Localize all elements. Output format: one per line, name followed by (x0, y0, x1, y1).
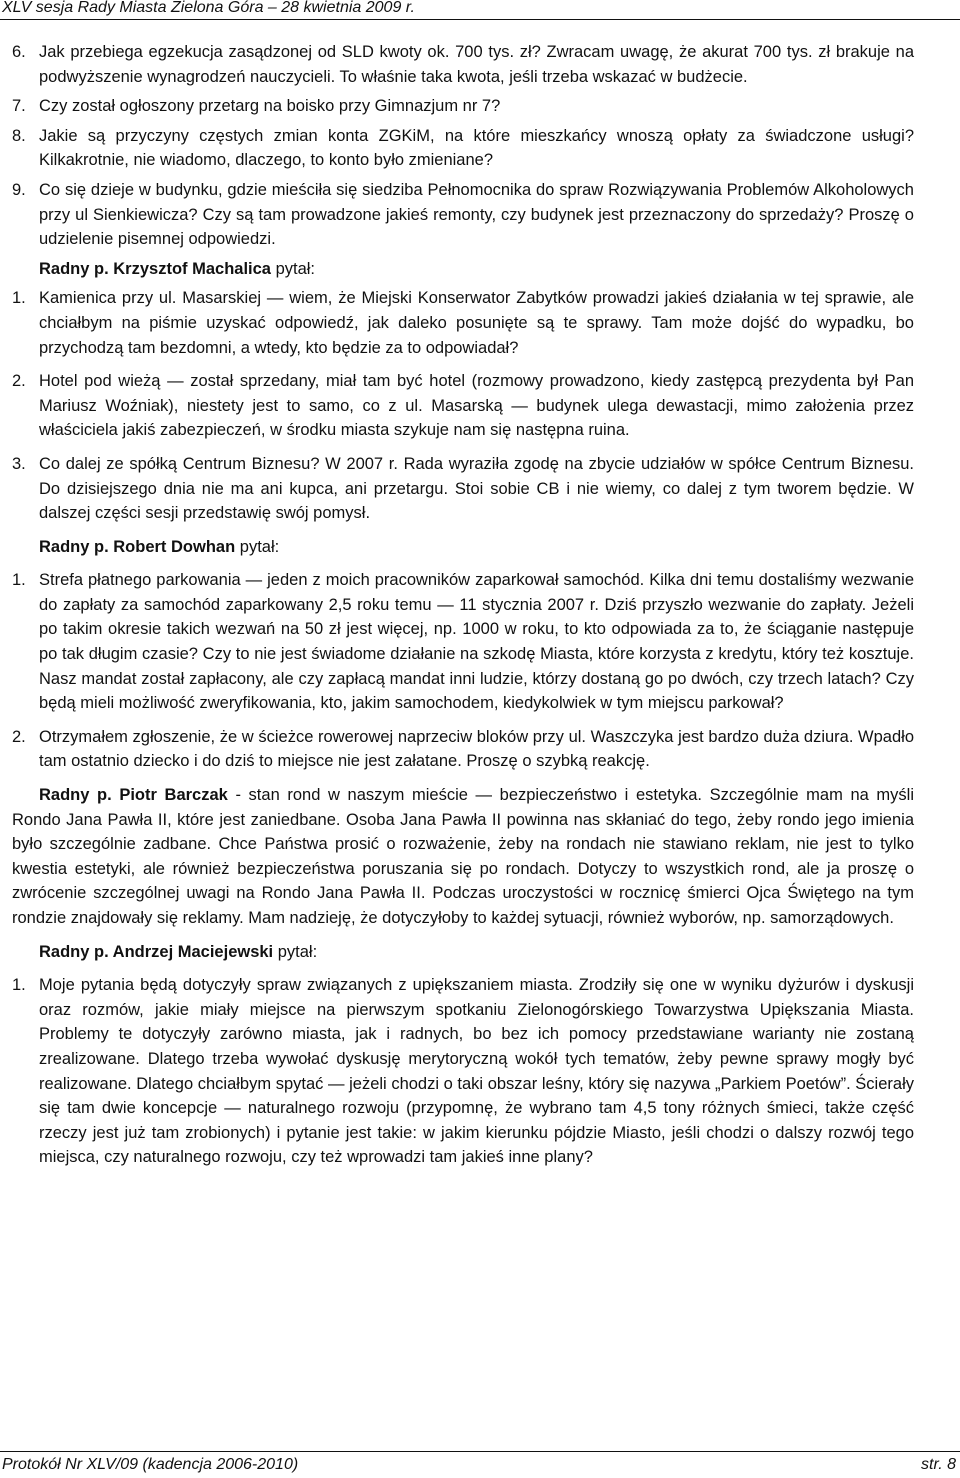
speaker-suffix: pytał: (273, 942, 318, 961)
speaker-prefix: Radny p. (39, 537, 114, 556)
speaker-paragraph (12, 783, 914, 931)
item-number: 3. (12, 454, 26, 473)
speaker-suffix: pytał: (235, 537, 280, 556)
speaker-prefix: Radny p. (39, 786, 120, 805)
page-header (0, 0, 960, 20)
list-item (12, 40, 914, 89)
item-number: 2. (12, 372, 26, 391)
speaker-heading (12, 940, 914, 965)
item-number: 7. (12, 97, 26, 116)
item-text: Otrzymałem zgłoszenie, że w ścieżce rowerowej naprzeciw bloków przy ul. Waszczyka jest bardzo duża dziura. Wpadło tam ostatnio dziecko i do dziś to miejsce nie jest załatane. Proszę o szybką reakcję. (39, 727, 914, 771)
item-text: Kamienica przy ul. Masarskiej — wiem, że Miejski Konserwator Zabytków prowadzi jakieś działania w tej sprawie, ale chciałbym na piśmie uzyskać odpowiedź, jak daleko posunięte są te sprawy. Tam może dojść do wypadku, bo przychodzą tam bezdomni, a wtedy, kto będzie za to odpowiadał? (39, 289, 914, 357)
item-number: 1. (12, 976, 26, 995)
speaker-text: - stan rond w naszym mieście — bezpieczeństwo i estetyka. Szczególnie mam na myśli Rondo Jana Pawła II, które jest zaniedbane. Osoba Jana Pawła II powinna nas skłaniać do tego, żeby rondo jego imienia było szczególnie zadbane. Chce Państwa prosić o rozważenie, żeby na rondach nie stawiano reklam, nie jest to tylko kwestia estetyki, ale również bezpieczeństwa poruszania się po rondach. Dotyczy to wszystkich rond, ale ja proszę o zwrócenie szczególnej uwagi na Rondo Jana Pawła II. Podczas uroczystości w rocznicę śmierci Ojca Świętego na tym rondzie znajdowały się reklamy. Mam nadzieję, że dotyczyłoby to każdej sytuacji, również wyborów, np. samorządowych. (12, 786, 914, 927)
list-item (12, 124, 914, 173)
list-item (12, 369, 914, 443)
item-text: Jakie są przyczyny częstych zmian konta ZGKiM, na które mieszkańcy wnoszą opłaty za świadczone usługi? Kilkakrotnie, nie wiadomo, dlaczego, to konto było zmieniane? (39, 126, 914, 170)
list-item (12, 286, 914, 360)
list-item (12, 94, 914, 119)
speaker-name: Andrzej Maciejewski (112, 942, 274, 961)
item-number: 6. (12, 43, 26, 61)
item-number: 2. (12, 727, 26, 746)
item-text: Jak przebiega egzekucja zasądzonej od SLD kwoty ok. 700 tys. zł? Zwracam uwagę, że akurat 700 tys. zł brakuje na podwyższenie wynagrodzeń nauczycieli. To właśnie taka kwota, jeśli trzeba wskazać w budżecie. (39, 43, 914, 86)
list-item (12, 452, 914, 526)
speaker-name: Robert Dowhan (113, 537, 236, 556)
item-text: Strefa płatnego parkowania — jeden z moich pracowników zaparkował samochód. Kilka dni temu dostaliśmy wezwanie do zapłaty za samochód zaparkowany 2,5 roku temu — 11 stycznia 2007 r. Dziś przyszło wezwanie do zapłaty. Jeżeli po takim okresie takich wezwań na 50 zł jest więcej, np. 1000 w roku, to kto odpowiada za to, że ściąganie następuje po tak długim czasie? Czy to nie jest świadome działanie na szkodę Miasta, które korzysta z kredytu, który też kosztuje. Nasz mandat został zapłacony, ale czy zapłacą mandat inni ludzie, którzy dostaną go po dwóch, czy trzech latach? Czy będą mieli możliwość zweryfikowania, kto, jakim samochodem, kiedykolwiek w tym miejscu parkował? (39, 571, 914, 713)
item-number: 1. (12, 289, 26, 308)
header-title: XLV sesja Rady Miasta Zielona Góra – 28 kwietnia 2009 r. (2, 0, 415, 16)
speaker-suffix: pytał: (270, 259, 316, 278)
list-item (12, 178, 914, 252)
speaker-prefix: Radny p. (39, 259, 114, 278)
item-number: 8. (12, 126, 26, 145)
speaker-heading (12, 535, 914, 560)
speaker-prefix: Radny p. (39, 942, 113, 961)
item-text: Co się dzieje w budynku, gdzie mieściła się siedziba Pełnomocnika do spraw Rozwiązywania Problemów Alkoholowych przy ul Sienkiewicza? Czy są tam prowadzone jakieś remonty, czy budynek jest przeznaczony do sprzedaży? Proszę o udzielenie pisemnej odpowiedzi. (39, 180, 914, 249)
list-item (12, 568, 914, 716)
item-number: 1. (12, 571, 26, 590)
item-text: Co dalej ze spółką Centrum Biznesu? W 2007 r. Rada wyraziła zgodę na zbycie udziałów w spółce Centrum Biznesu. Do dzisiejszego dnia nie ma ani kupca, ani przetargu. Stoi sobie CB i nie wiemy, co dalej z tym tworem będzie. W dalszej części sesji przedstawię swój pomysł. (39, 454, 914, 523)
list-item (12, 973, 914, 1170)
footer-protocol: Protokół Nr XLV/09 (kadencja 2006-2010) (2, 1456, 299, 1473)
speaker-name: Krzysztof Machalica (113, 259, 271, 278)
page-number: str. 8 (921, 1456, 956, 1473)
item-text: Czy został ogłoszony przetarg na boisko przy Gimnazjum nr 7? (39, 97, 501, 116)
item-text: Moje pytania będą dotyczyły spraw związanych z upiększaniem miasta. Zrodziły się one w wyniku dyżurów i dyskusji oraz rozmów, jakie miały miejsce na pierwszym spotkaniu Zielonogórskiego Towarzystwa Upiększania Miasta. Problemy te dotyczyły zarówno miasta, jak i radnych, bo bez ich pomocy przedstawiane warianty nie zostaną zrealizowane. Dlatego trzeba wywołać dyskusję merytoryczną wokół tych tematów, żeby pewne sprawy mogły być realizowane. Dlatego chciałbym spytać — jeżeli chodzi o taki obszar leśny, który się nazywa „Parkiem Poetów”. Ścierały się tam dwie koncepcje — naturalnego rozwoju (przypomnę, że wybrano tam 4,5 tony różnych śmieci, także część rzeczy jest już tam zrobionych) i pytanie jest takie: w jakim kierunku pójdzie Miasto, jeśli chodzi o dalszy rozwój tego miejsca, czy naturalnego rozwoju, czy też wprowadzi tam jakieś inne plany? (39, 976, 914, 1167)
list-item (12, 725, 914, 774)
speaker-name: Piotr Barczak (119, 786, 228, 805)
item-text: Hotel pod wieżą — został sprzedany, miał tam być hotel (rozmowy prowadzono, kiedy zastępcą prezydenta był Pan Mariusz Woźniak), niestety jest to samo, co z ul. Masarską — budynek ulega dewastacji, mimo założenia przez właściciela jakiś zabezpieczeń, w środku miasta szykuje nam się następna ruina. (39, 372, 914, 440)
document-body (12, 40, 914, 1170)
speaker-heading (12, 257, 914, 282)
page-footer (0, 1451, 960, 1478)
item-number: 9. (12, 180, 26, 199)
